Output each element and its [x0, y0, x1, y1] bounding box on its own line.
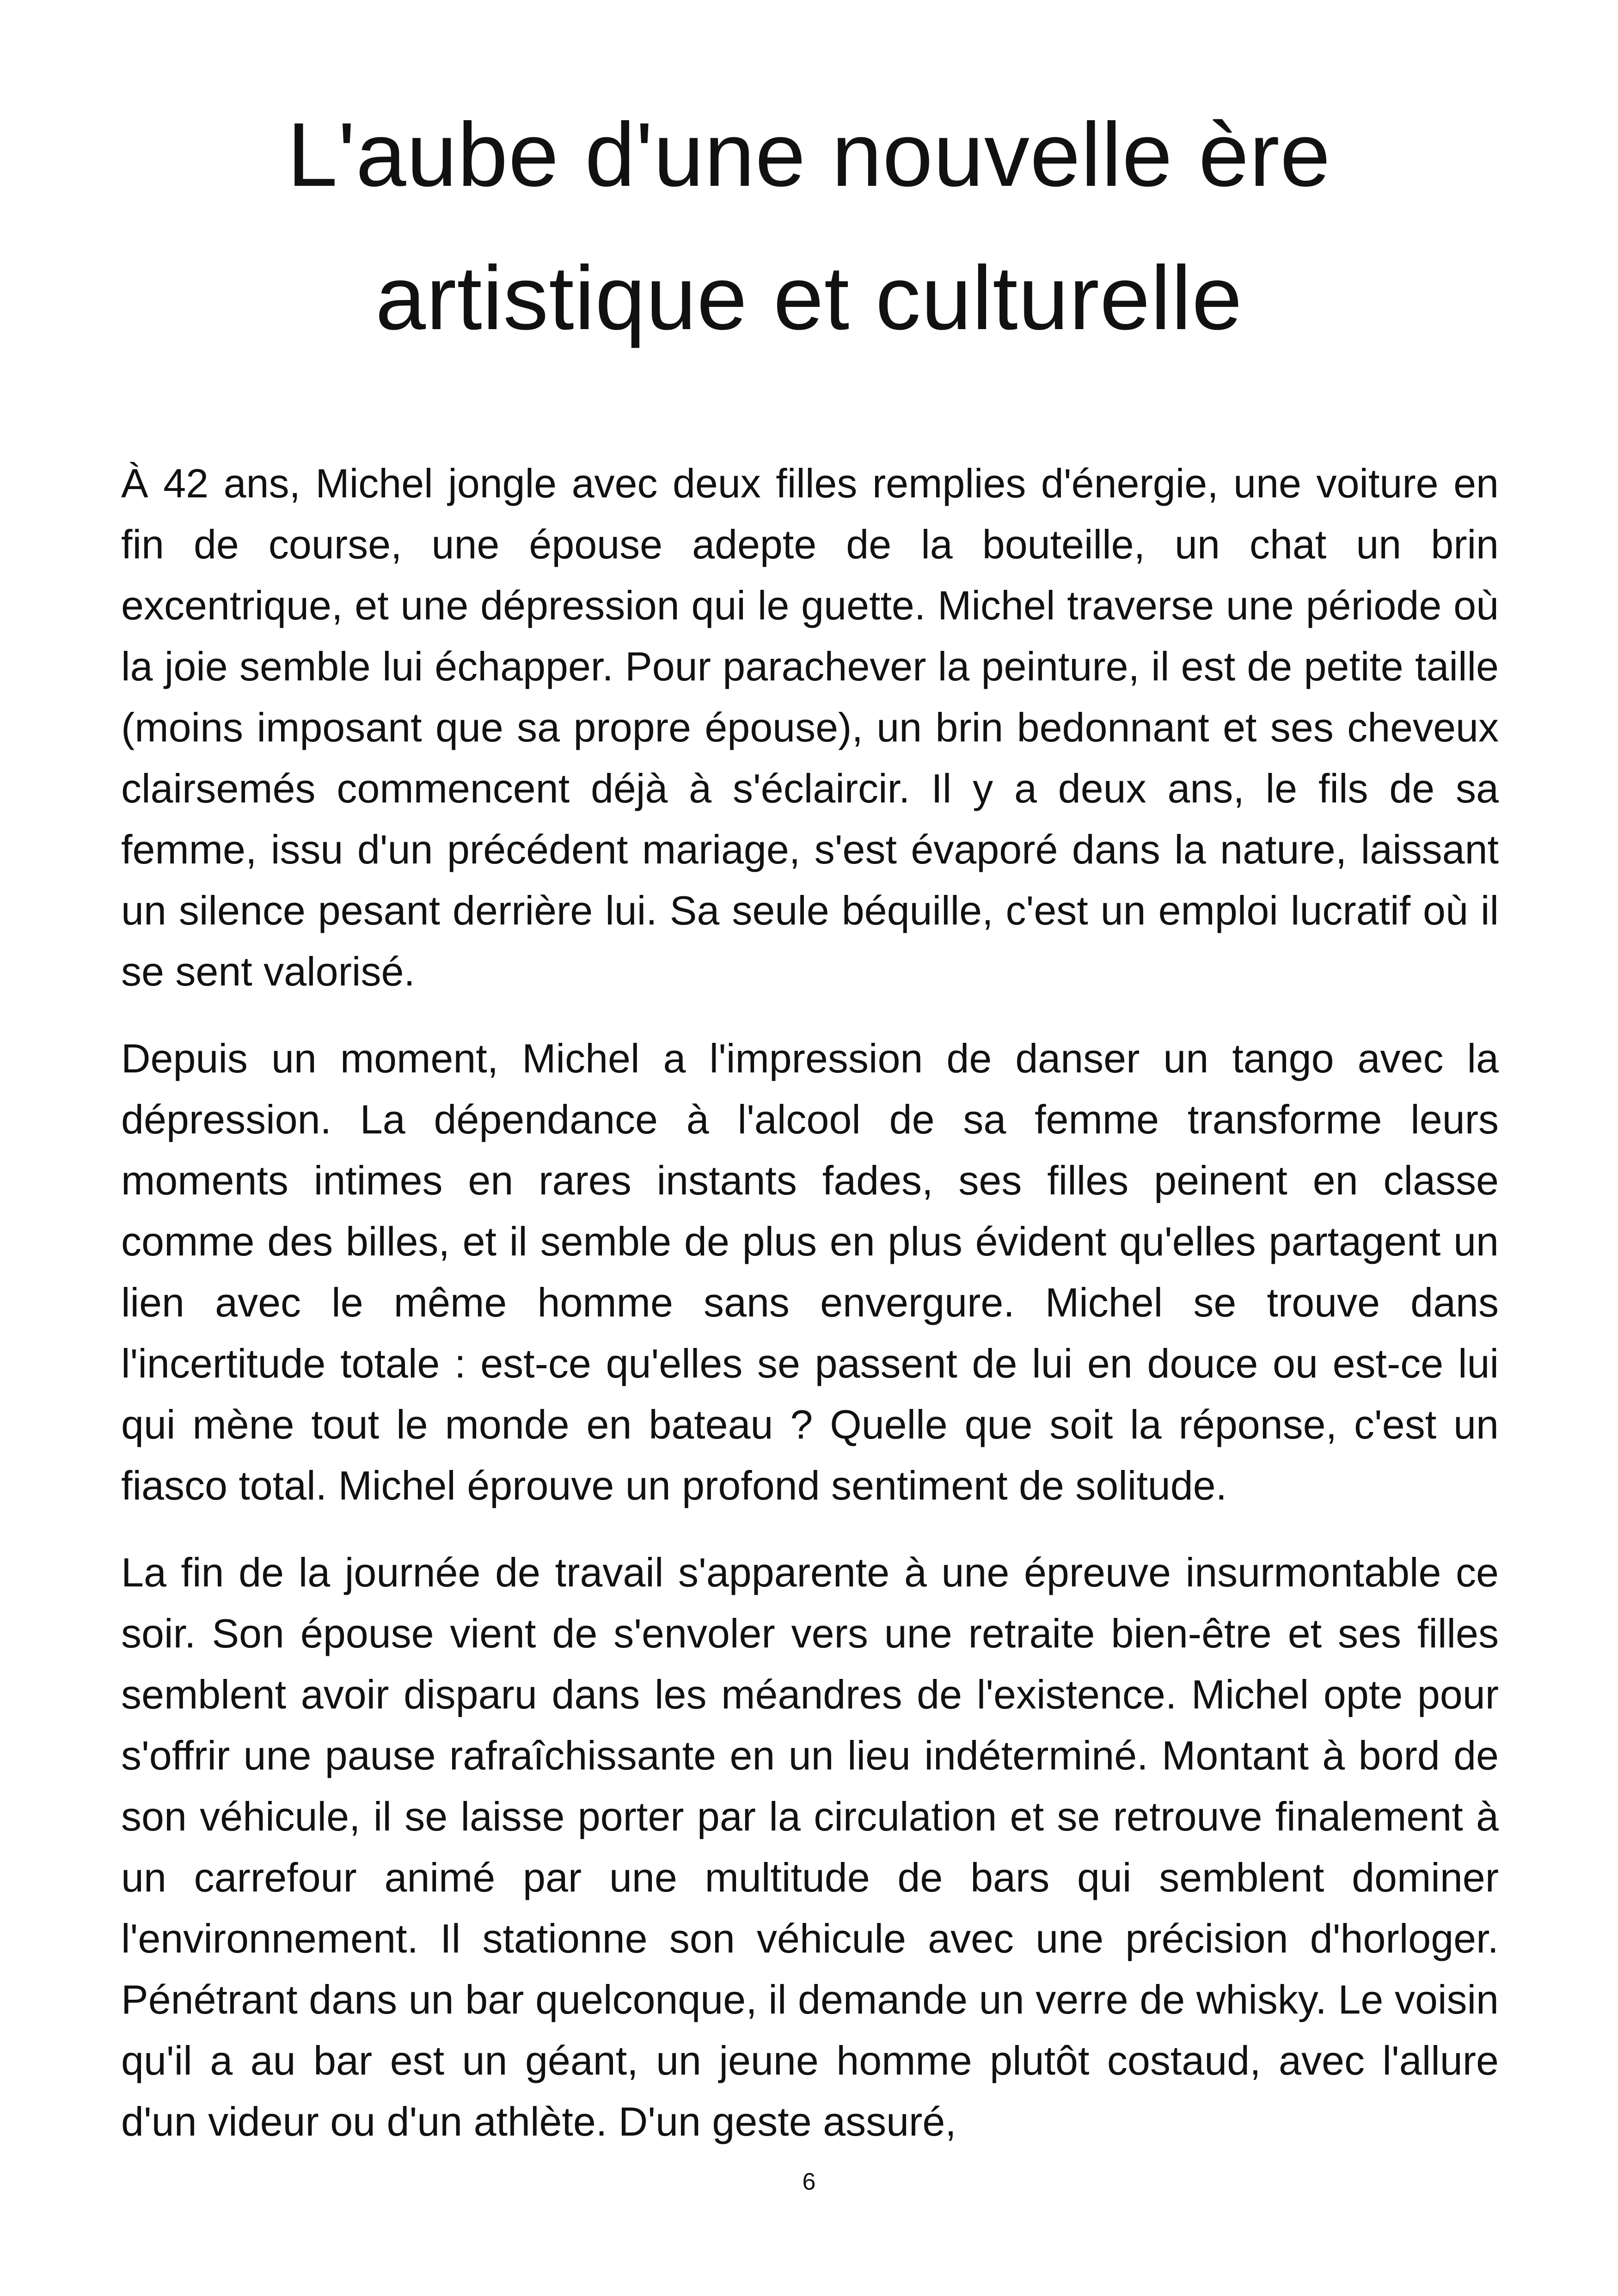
- paragraph-2: Depuis un moment, Michel a l'impression de danser un tango avec la dépression. La dépendance à l'alcool de sa femme transforme leurs moments intimes en rares instants fades, ses filles peinent en classe comme des billes, et il semble de plus en plus évident qu'elles partagent un lien avec le même homme sans envergure. Michel se trouve dans l'incertitude totale : est-ce qu'elles se passent de lui en douce ou est-ce lui qui mène tout le monde en bateau ? Quelle que soit la réponse, c'est un fiasco total. Michel éprouve un profond sentiment de solitude.: [121, 1035, 1499, 1508]
- body-text: [121, 453, 1499, 2178]
- paragraph-1: À 42 ans, Michel jongle avec deux filles remplies d'énergie, une voiture en fin de course, une épouse adepte de la bouteille, un chat un brin excentrique, et une dépression qui le guette. Michel traverse une période où la joie semble lui échapper. Pour parachever la peinture, il est de petite taille (moins imposant que sa propre épouse), un brin bedonnant et ses cheveux clairsemés commencent déjà à s'éclaircir. Il y a deux ans, le fils de sa femme, issu d'un précédent mariage, s'est évaporé dans la nature, laissant un silence pesant derrière lui. Sa seule béquille, c'est un emploi lucratif où il se sent valorisé.: [121, 460, 1499, 994]
- page-title: [0, 83, 1618, 370]
- paragraph-3: La fin de la journée de travail s'apparente à une épreuve insurmontable ce soir. Son épouse vient de s'envoler vers une retraite bien-être et ses filles semblent avoir disparu dans les méandres de l'existence. Michel opte pour s'offrir une pause rafraîchissante en un lieu indéterminé. Montant à bord de son véhicule, il se laisse porter par la circulation et se retrouve finalement à un carrefour animé par une multitude de bars qui semblent dominer l'environnement. Il stationne son véhicule avec une précision d'horloger. Pénétrant dans un bar quelconque, il demande un verre de whisky. Le voisin qu'il a au bar est un géant, un jeune homme plutôt costaud, avec l'allure d'un videur ou d'un athlète. D'un geste assuré,: [121, 1549, 1499, 2144]
- title-line-2: artistique et culturelle: [375, 247, 1243, 349]
- page-number: 6: [802, 2168, 816, 2195]
- title-line-1: L'aube d'une nouvelle ère: [287, 104, 1331, 205]
